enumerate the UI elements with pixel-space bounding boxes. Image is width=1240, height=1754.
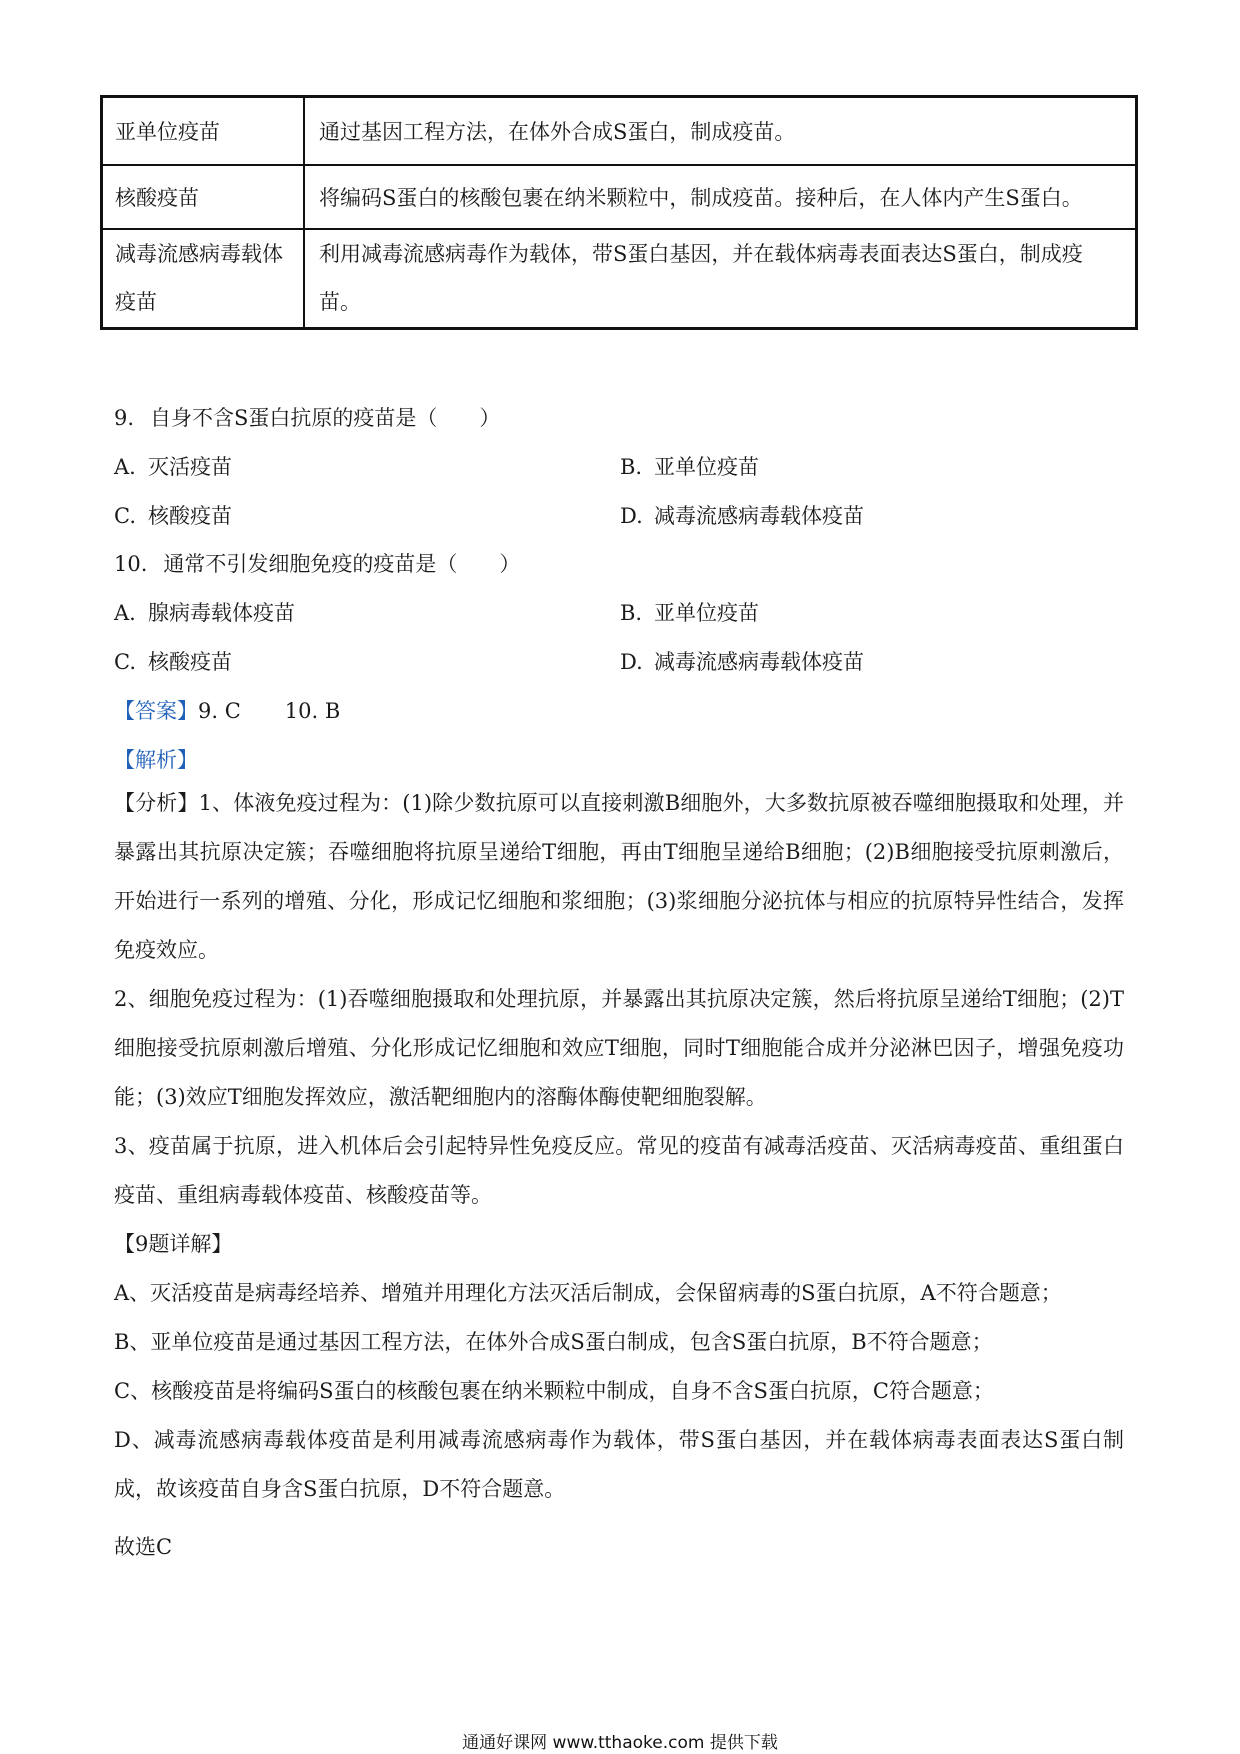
- q9-option-a: A. 灭活疫苗: [114, 455, 232, 479]
- detail-a: A、灭活疫苗是病毒经培养、增殖并用理化方法灭活后制成，会保留病毒的S蛋白抗原，A不符合题意；: [114, 1281, 1062, 1305]
- vaccine-name-cell: 核酸疫苗: [102, 165, 305, 229]
- analysis-paragraph-2: 2、细胞免疫过程为：(1)吞噬细胞摄取和处理抗原，并暴露出其抗原决定簇，然后将抗原呈递给T细胞；(2)T细胞接受抗原刺激后增殖、分化形成记忆细胞和效应T细胞，同时T细胞能合成并分泌淋巴因子，增强免疫功能；(3)效应T细胞发挥效应，激活靶细胞内的溶酶体酶使靶细胞裂解。: [114, 987, 1124, 1109]
- question-number: 10.: [114, 552, 148, 576]
- vaccine-name-cell: 亚单位疫苗: [102, 97, 305, 165]
- vaccine-desc-cell: 通过基因工程方法，在体外合成S蛋白，制成疫苗。: [304, 97, 1137, 165]
- q9-option-d: D. 减毒流感病毒载体疫苗: [620, 504, 864, 528]
- q10-option-c: C. 核酸疫苗: [114, 650, 232, 674]
- analysis-heading: [114, 744, 198, 774]
- question-10: [114, 548, 520, 578]
- fenxi-label: 【分析】: [114, 791, 199, 815]
- table-row: [102, 97, 1137, 165]
- q9-option-b: B. 亚单位疫苗: [620, 455, 759, 479]
- analysis-label: 【解析】: [114, 748, 198, 772]
- detail-b: B、亚单位疫苗是通过基因工程方法，在体外合成S蛋白制成，包含S蛋白抗原，B不符合题意；: [114, 1330, 993, 1354]
- conclusion: 故选C: [114, 1535, 173, 1559]
- answer-line: [114, 695, 340, 725]
- analysis-paragraph-1: 【分析】1、体液免疫过程为：(1)除少数抗原可以直接刺激B细胞外，大多数抗原被吞噬细胞摄取和处理，并暴露出其抗原决定簇；吞噬细胞将抗原呈递给T细胞，再由T细胞呈递给B细胞；(2)B细胞接受抗原刺激后，开始进行一系列的增殖、分化，形成记忆细胞和浆细胞；(3)浆细胞分泌抗体与相应的抗原特异性结合，发挥免疫效应。: [114, 791, 1125, 962]
- question-number: 9.: [114, 406, 135, 430]
- table-row: [102, 165, 1137, 229]
- table-row: [102, 229, 1137, 329]
- detail-d: D、减毒流感病毒载体疫苗是利用减毒流感病毒作为载体，带S蛋白基因，并在载体病毒表面表达S蛋白制成，故该疫苗自身含S蛋白抗原，D不符合题意。: [114, 1428, 1124, 1501]
- q10-option-b: B. 亚单位疫苗: [620, 601, 759, 625]
- detail-heading: 【9题详解】: [114, 1232, 233, 1256]
- q10-option-d: D. 减毒流感病毒载体疫苗: [620, 650, 864, 674]
- question-9: [114, 402, 500, 432]
- answer-label: 【答案】: [114, 699, 198, 723]
- analysis-paragraph-3: 3、疫苗属于抗原，进入机体后会引起特异性免疫反应。常见的疫苗有减毒活疫苗、灭活病毒疫苗、重组蛋白疫苗、重组病毒载体疫苗、核酸疫苗等。: [114, 1134, 1124, 1207]
- vaccine-desc-cell: 将编码S蛋白的核酸包裹在纳米颗粒中，制成疫苗。接种后，在人体内产生S蛋白。: [304, 165, 1137, 229]
- answer-q9: 9. C: [198, 699, 241, 723]
- detail-c: C、核酸疫苗是将编码S蛋白的核酸包裹在纳米颗粒中制成，自身不含S蛋白抗原，C符合题意；: [114, 1379, 994, 1403]
- question-text: 通常不引发细胞免疫的疫苗是（ ）: [163, 552, 521, 576]
- q9-option-c: C. 核酸疫苗: [114, 504, 232, 528]
- answer-q10: 10. B: [284, 699, 341, 723]
- vaccine-desc-cell: 利用减毒流感病毒作为载体，带S蛋白基因，并在载体病毒表面表达S蛋白，制成疫苗。: [304, 229, 1137, 329]
- question-text: 自身不含S蛋白抗原的疫苗是（ ）: [150, 406, 501, 430]
- q10-option-a: A. 腺病毒载体疫苗: [114, 601, 295, 625]
- vaccine-table: [100, 95, 1138, 330]
- page-footer: 通通好课网 www.tthaoke.com 提供下载: [462, 1733, 778, 1753]
- vaccine-name-cell: 减毒流感病毒载体疫苗: [102, 229, 305, 329]
